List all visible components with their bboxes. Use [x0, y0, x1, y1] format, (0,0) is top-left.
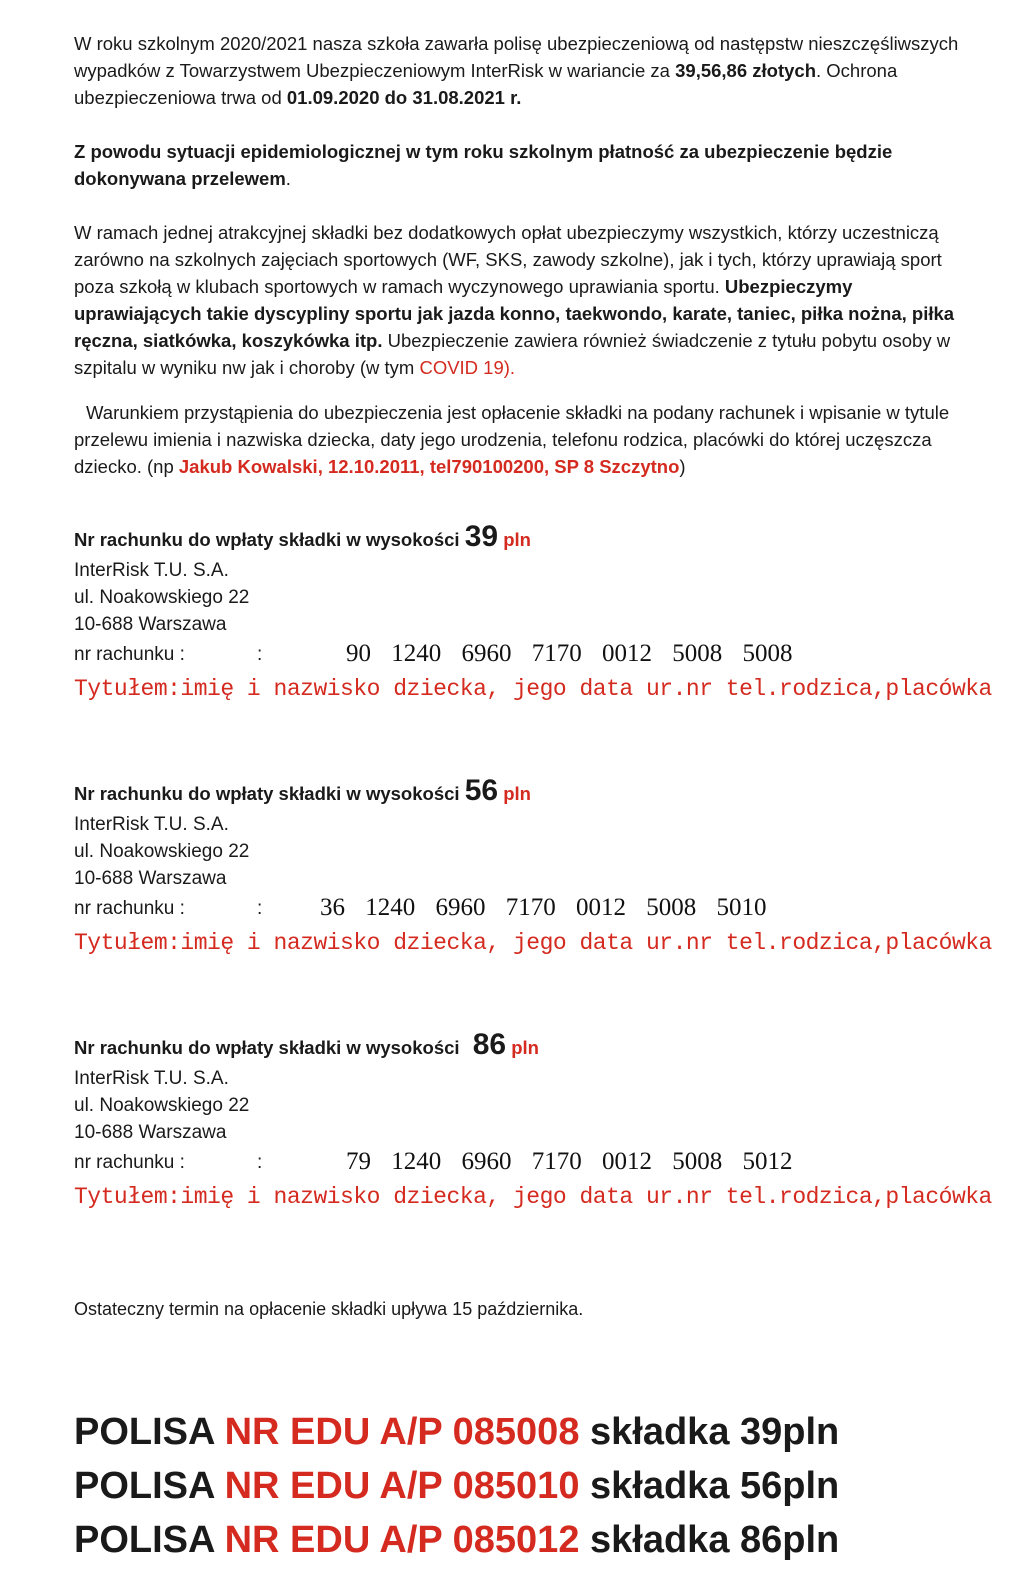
- premium-amount: 86: [472, 1028, 507, 1061]
- payment-notice-bold: Z powodu sytuacji epidemiologicznej w tym roku szkolnym płatność za ubezpieczenie będzie dokonywana przelewem: [74, 141, 893, 189]
- company-name: InterRisk T.U. S.A.: [74, 814, 229, 835]
- policy-prefix: POLISA: [74, 1519, 225, 1561]
- conditions-paragraph: [74, 399, 984, 480]
- account-title-text: Nr rachunku do wpłaty składki w wysokości: [74, 1037, 465, 1058]
- account-block-56: [74, 774, 992, 960]
- account-title: [74, 1028, 984, 1065]
- transfer-title-instructions: Tytułem:imię i nazwisko dziecka, jego data ur.nr tel.rodzica,placówka: [74, 1184, 992, 1210]
- transfer-title-example: Jakub Kowalski, 12.10.2011, tel790100200, SP 8 Szczytno: [178, 456, 680, 477]
- company-name: InterRisk T.U. S.A.: [74, 560, 229, 581]
- policy-premium: składka 86pln: [579, 1519, 840, 1561]
- coverage-text: W ramach jednej atrakcyjnej składki bez dodatkowych opłat ubezpieczymy wszystkich, którzy uczestniczą zarówno na szkolnych zajęciach sportowych (WF, SKS, zawody szkolne), jak i tych, którzy uprawiają sport poza szkołą w klubach sportowych w ramach wyczynowego uprawiania sportu.: [74, 222, 942, 297]
- currency: pln: [503, 529, 531, 550]
- transfer-title-instructions: Tytułem:imię i nazwisko dziecka, jego data ur.nr tel.rodzica,placówka: [74, 676, 992, 702]
- account-title: [74, 774, 984, 811]
- payment-notice: [74, 138, 984, 192]
- account-number-row: [74, 1146, 984, 1180]
- document-page: [74, 30, 992, 1567]
- account-number-colon: :: [257, 898, 263, 919]
- account-number: 36 1240 6960 7170 0012 5008 5010: [320, 894, 767, 921]
- coverage-paragraph: [74, 219, 984, 381]
- policy-line: [74, 1459, 984, 1513]
- premium-amount: 56: [464, 774, 499, 807]
- account-title-text: Nr rachunku do wpłaty składki w wysokości: [74, 783, 465, 804]
- policy-prefix: POLISA: [74, 1411, 225, 1453]
- company-city: 10-688 Warszawa: [74, 1122, 227, 1143]
- transfer-title-instructions: Tytułem:imię i nazwisko dziecka, jego data ur.nr tel.rodzica,placówka: [74, 930, 992, 956]
- policy-number: NR EDU A/P 085012: [224, 1519, 580, 1561]
- account-number-colon: :: [257, 1152, 263, 1173]
- payment-deadline: Ostateczny termin na opłacenie składki upływa 15 października.: [74, 1299, 584, 1319]
- sports-list: Ubezpieczymy uprawiających takie dyscypliny sportu jak jazda konno, taekwondo, karate, taniec, piłka nożna, piłka ręczna, siatkówka, koszykówka itp.: [74, 276, 955, 351]
- conditions-text: Warunkiem przystąpienia do ubezpieczenia jest opłacenie składki na podany rachunek i wpisanie w tytule przelewu imienia i nazwiska dziecka, daty jego urodzenia, telefonu rodzica, placówki do której uczęszcza dziecko. (np: [74, 402, 950, 477]
- insurance-amounts: 39,56,86 złotych: [675, 60, 817, 81]
- account-number-colon: :: [257, 644, 263, 665]
- policy-line: [74, 1513, 984, 1567]
- account-number-label: nr rachunku :: [74, 644, 185, 665]
- account-number-row: [74, 892, 984, 926]
- company-street: ul. Noakowskiego 22: [74, 1095, 250, 1116]
- account-title-text: Nr rachunku do wpłaty składki w wysokości: [74, 529, 465, 550]
- covid-note: COVID 19).: [419, 357, 516, 378]
- company-city: 10-688 Warszawa: [74, 868, 227, 889]
- account-number: 79 1240 6960 7170 0012 5008 5012: [346, 1148, 793, 1175]
- conditions-end: ): [679, 456, 686, 477]
- policy-premium: składka 39pln: [579, 1411, 840, 1453]
- policy-premium: składka 56pln: [579, 1465, 840, 1507]
- account-number-row: [74, 638, 984, 672]
- currency: pln: [511, 1037, 539, 1058]
- account-block-39: [74, 520, 992, 706]
- policy-line: [74, 1405, 984, 1459]
- coverage-dates: 01.09.2020 do 31.08.2021 r.: [286, 87, 522, 108]
- premium-amount: 39: [464, 520, 499, 553]
- intro-text-2: . Ochrona ubezpieczeniowa trwa od: [74, 60, 898, 108]
- account-block-86: [74, 1028, 992, 1214]
- payment-notice-end: .: [285, 168, 291, 189]
- company-street: ul. Noakowskiego 22: [74, 587, 250, 608]
- policy-number: NR EDU A/P 085008: [224, 1411, 580, 1453]
- intro-paragraph: [74, 30, 984, 111]
- company-city: 10-688 Warszawa: [74, 614, 227, 635]
- coverage-text-2: Ubezpieczenie zawiera również świadczenie z tytułu pobytu osoby w szpitalu w wyniku nw jak i choroby (w tym: [74, 330, 951, 378]
- policy-list: [74, 1405, 984, 1567]
- currency: pln: [503, 783, 531, 804]
- policy-number: NR EDU A/P 085010: [224, 1465, 580, 1507]
- account-number: 90 1240 6960 7170 0012 5008 5008: [346, 640, 793, 667]
- company-street: ul. Noakowskiego 22: [74, 841, 250, 862]
- company-name: InterRisk T.U. S.A.: [74, 1068, 229, 1089]
- account-number-label: nr rachunku :: [74, 1152, 185, 1173]
- account-title: [74, 520, 984, 557]
- policy-prefix: POLISA: [74, 1465, 225, 1507]
- intro-text: W roku szkolnym 2020/2021 nasza szkoła zawarła polisę ubezpieczeniową od następstw nieszczęśliwszych wypadków z Towarzystwem Ubezpieczeniowym InterRisk w wariancie za: [74, 33, 959, 81]
- account-number-label: nr rachunku :: [74, 898, 185, 919]
